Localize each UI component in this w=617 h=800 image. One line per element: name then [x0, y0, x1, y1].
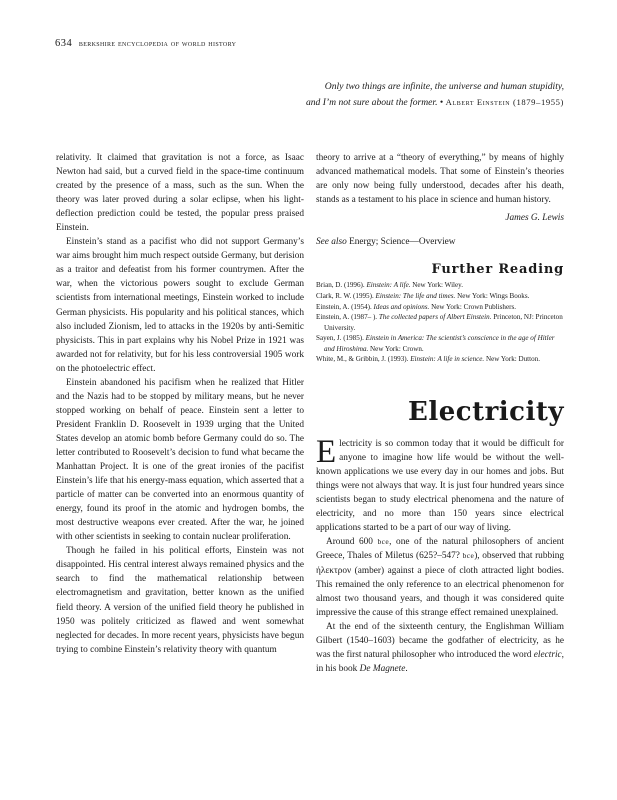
- text-run: .: [405, 663, 408, 674]
- reference-author: Einstein, A. (1987– ).: [316, 313, 379, 322]
- era-label: bce: [377, 537, 390, 547]
- text-run: Around 600: [326, 537, 378, 548]
- left-paragraph-1: relativity. It claimed that gravitation is not a force, as Isaac Newton had said, but a curved field in the space-time continuum created by the presence of a mass, such as the sun. When the theory was later proved during a solar eclipse, when his light-deflection prediction could be tested, the popular press praised Einstein.: [56, 153, 304, 234]
- right-paragraph-1: theory to arrive at a “theory of everything,” by means of highly advanced mathematical models. That some of Einstein’s theories are only now being fully understood, decades after his death, stands as a testament to his place in science and human history.: [316, 153, 564, 206]
- reference-item: [316, 312, 564, 333]
- see-also: [316, 235, 564, 249]
- reference-title: Einstein in America: The scientist’s conscience in the age of Hitler and Hiroshima.: [324, 334, 555, 353]
- era-label: bce: [462, 551, 475, 561]
- reference-title: Einstein: The life and times.: [375, 291, 456, 300]
- reference-publisher: New York: Wings Books.: [455, 291, 530, 300]
- reference-author: Brian, D. (1996).: [316, 281, 367, 290]
- reference-publisher: New York: Crown Publishers.: [429, 302, 517, 311]
- references-list: [316, 280, 564, 365]
- text-run: , one of the natural philosophers of ancient Greece, Thales of Miletus (625?–547?: [316, 537, 564, 562]
- reference-title: The collected papers of Albert Einstein.: [378, 313, 492, 322]
- epigraph-line-2: [144, 95, 564, 111]
- reference-author: White, M., & Gribbin, J. (1993).: [316, 355, 411, 364]
- left-paragraph-4: Though he failed in his political efforts, Einstein was not disappointed. His central interest always remained physics and the search to find the mathematical relationship between electromagnetism and gravitation, better known as the unified field theory. A version of the unified field theory he published in 1950 was politely criticized as flawed and went somewhat neglected for decades. In more recent years, physicists have begun trying to combine Einstein’s relativity theory with quantum: [56, 546, 304, 655]
- reference-author: Einstein, A. (1954).: [316, 302, 374, 311]
- reference-item: [316, 354, 564, 365]
- further-reading-heading: Further Reading: [431, 262, 564, 278]
- reference-item: [316, 291, 564, 302]
- epigraph-line-2-text: and I’m not sure about the former.: [305, 96, 438, 108]
- text-run: At the end of the sixteenth century, the Englishman William Gilbert (1540–1603) became the godfather of electricity, as he was the first natural philosopher who introduced the word: [316, 621, 564, 660]
- right-column: [316, 151, 564, 676]
- see-also-label: See also: [316, 237, 347, 248]
- reference-publisher: New York: Dutton.: [484, 355, 540, 364]
- electricity-paragraph-2: [316, 535, 564, 619]
- reference-title: Einstein: A life in science.: [410, 355, 485, 364]
- italic-term: electric: [533, 649, 562, 660]
- reference-publisher: New York: Wiley.: [410, 281, 464, 290]
- reference-item: [316, 302, 564, 313]
- running-header: [55, 38, 236, 49]
- reference-item: [316, 333, 564, 354]
- article-author: James G. Lewis: [505, 213, 564, 224]
- electricity-paragraph-3: [316, 620, 564, 676]
- epigraph-bullet: •: [439, 96, 444, 108]
- text-run: , in his book: [316, 649, 564, 674]
- epigraph-line-1: Only two things are infinite, the universe and human stupidity,: [324, 81, 564, 92]
- see-also-text: Energy; Science—Overview: [349, 237, 456, 248]
- left-paragraph-3: Einstein abandoned his pacifism when he realized that Hitler and the Nazis had to be stopped by military means, but he never stopped working on behalf of peace. Einstein sent a letter to President Franklin D. Roosevelt in 1939 urging that the United States develop an atomic bomb before Germany could do so. The letter contributed to Roosevelt’s decision to fund what became the Manhattan Project. It is one of the great ironies of the pacifist Einstein’s life that his energy-mass equation, which asserted that a particle of matter can be converted into an enormous quantity of energy, found its proof in the atomic and hydrogen bombs, the most destructive weapons ever created. After the war, he joined with other scientists in seeking to contain nuclear proliferation.: [56, 377, 304, 543]
- electricity-paragraph-1: [316, 434, 564, 535]
- left-column: [56, 151, 304, 657]
- running-title: berkshire encyclopedia of world history: [78, 38, 237, 48]
- reference-publisher: New York: Crown.: [368, 344, 424, 353]
- reference-author: Sayen, J. (1985).: [316, 334, 366, 343]
- electricity-paragraph-1-text: lectricity is so common today that it would be difficult for anyone to imagine how life would be without the well-known applications we use every day in our homes and jobs. But things were not always that way. It is just four hundred years since scientists began to study electrical phenomena and the nature of electricity, and no more than 150 years since electrical applications started to be a part of our way of living.: [316, 439, 564, 534]
- left-paragraph-2: Einstein’s stand as a pacifist who did not support Germany’s war aims brought him much respect outside Germany, but derision as a traitor and defeatist from his former countrymen. After the war, when the victorious powers sought to exclude German scientists from international meetings, Einstein worked to include German physicists. His popularity and his political stances, which also included Zionism, led to attacks in the 1920s by anti-Semitic physicists. This in part explains why his Nobel Prize in 1921 was awarded not for relativity, but for his less controversial 1905 work on the photoelectric effect.: [56, 237, 304, 374]
- drop-cap: E: [316, 434, 337, 471]
- section-title: Electricity: [408, 397, 564, 428]
- book-title: De Magnete: [359, 663, 406, 674]
- reference-title: Ideas and opinions.: [373, 302, 430, 311]
- epigraph: [144, 79, 564, 110]
- reference-publisher: Princeton, NJ: Princeton University.: [324, 313, 563, 332]
- page-number: 634: [55, 38, 73, 49]
- text-run: ), observed that rubbing ήλεκτρον (amber) against a piece of cloth attracted light bodies. This remained the only reference to an electrical phenomenon for almost two thousand years, and though it was considered quite impressive the cause of this strange effect remained unexplained.: [316, 551, 564, 618]
- epigraph-attribution: Albert Einstein (1879–1955): [445, 96, 564, 107]
- reference-title: Einstein: A life.: [366, 281, 411, 290]
- reference-author: Clark, R. W. (1995).: [316, 291, 376, 300]
- reference-item: [316, 280, 564, 291]
